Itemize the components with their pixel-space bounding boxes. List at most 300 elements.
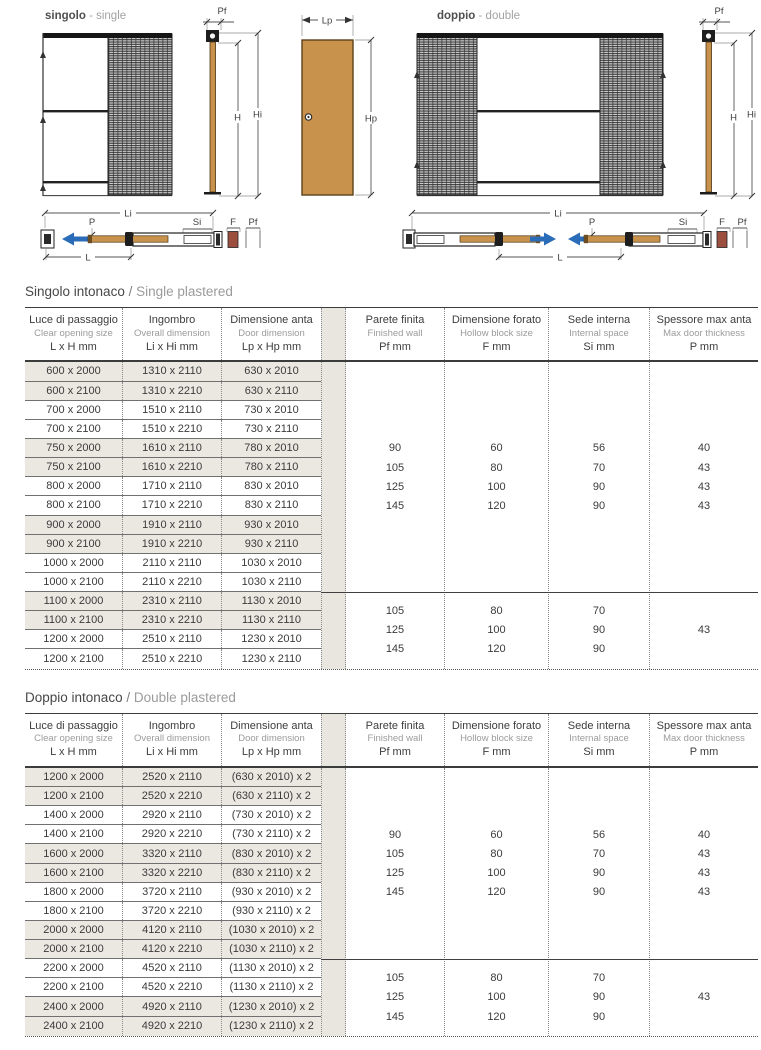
column-header-name: Luce di passaggio [29,314,118,326]
dimension-cell: 2920 x 2110 [122,806,221,824]
column-header-unit: L x H mm [50,340,97,353]
svg-text:Li: Li [124,208,132,220]
column-header-translation: Door dimension [238,733,305,745]
value-cell: 120 [487,1010,506,1023]
dimension-cell: 1710 x 2110 [122,477,221,495]
value-cell: 80 [490,972,503,985]
upper-value-group [445,362,548,592]
table-body-left [25,362,321,668]
value-cell: 70 [592,461,606,474]
table-row [25,649,321,668]
dimension-cell: 1130 x 2110 [221,611,321,629]
dimension-cell: 700 x 2000 [46,403,101,416]
header-spacer-band [321,714,346,766]
column-header-name: Dimensione forato [451,314,542,326]
upper-value-group [650,768,758,959]
dimension-cell: 800 x 2000 [46,480,101,493]
value-cell: 120 [487,886,506,899]
value-column-p [649,768,758,1036]
svg-text:P: P [588,217,596,228]
column-header [221,714,321,766]
table-row [25,978,321,997]
value-cell: 43 [697,624,711,637]
dimension-cell: 4920 x 2210 [122,1017,221,1036]
value-cell: 105 [385,605,405,618]
value-cell: 100 [487,480,506,493]
value-column-f [444,362,548,668]
value-column-si [548,768,649,1036]
svg-text:Pf: Pf [248,217,258,228]
svg-text:P: P [88,217,96,228]
column-header-translation: Max door thickness [663,327,745,339]
value-cell: 43 [697,461,711,474]
dimension-cell: 2310 x 2110 [122,592,221,610]
value-cell: 90 [592,886,606,899]
door-edge-profile [706,42,712,192]
dimension-cell: (630 x 2110) x 2 [221,787,321,805]
single-front-diagram [40,33,172,196]
table-row [25,921,321,940]
table-body-right [346,362,758,668]
value-cell: 43 [697,480,711,493]
dimension-cell: 1600 x 2000 [43,847,104,860]
spacer-band [321,362,346,668]
dimension-cell: 1230 x 2110 [221,649,321,668]
door-guide [125,232,133,246]
value-column-si [548,362,649,668]
dimension-cell: 1000 x 2000 [43,556,104,569]
dimension-cell: 2400 x 2100 [43,1020,104,1033]
column-header-translation: Max door thickness [663,733,745,745]
double-front-diagram [414,33,666,196]
lower-value-group [650,959,758,1036]
dimension-cell: 2110 x 2110 [122,554,221,572]
column-header-name: Spessore max anta [656,314,752,326]
dimension-cell: 1030 x 2110 [221,573,321,591]
dimension-cell: 4520 x 2110 [122,959,221,977]
value-cell: 80 [490,605,503,618]
table-row [25,401,321,420]
table-row [25,496,321,515]
value-cell: 40 [697,828,711,841]
column-header-translation: Overall dimension [133,733,211,745]
dimension-cell: 2110 x 2210 [122,573,221,591]
lower-value-group [549,592,649,669]
dimension-cell: 1910 x 2110 [122,516,221,534]
value-cell: 80 [490,847,503,860]
column-header [25,714,122,766]
column-header-name: Spessore max anta [656,719,752,732]
double-side-diagram [699,6,759,199]
column-header-unit: P mm [689,746,719,759]
column-header [548,714,649,766]
column-header [122,308,221,360]
dimension-cell: (1030 x 2110) x 2 [221,940,321,958]
dimension-cell: (930 x 2010) x 2 [221,883,321,901]
dimension-cell: 2310 x 2210 [122,611,221,629]
value-cell: 90 [592,867,606,880]
table-row [25,787,321,806]
single-plan-diagram [41,207,260,264]
value-cell: 43 [697,847,711,860]
svg-text:L: L [557,252,563,264]
dimension-cell: 730 x 2010 [221,401,321,419]
value-cell: 43 [697,886,711,899]
value-cell: 125 [385,867,405,880]
column-header-translation: Hollow block size [460,327,533,339]
upper-value-group [445,768,548,959]
dimension-cell: (1130 x 2110) x 2 [221,978,321,996]
dimension-cell: 1000 x 2100 [43,575,104,588]
dimension-cell: 1200 x 2000 [43,771,104,783]
table-title [25,284,736,300]
table-row [25,825,321,844]
svg-text:Lp: Lp [321,15,333,27]
table-row [25,959,321,978]
table-title [25,690,736,706]
column-header-unit: L x H mm [50,746,97,759]
group-separator-line [321,592,758,593]
column-header-name: Dimensione anta [230,719,313,732]
column-header-translation: Door dimension [238,327,305,339]
upper-value-group [346,768,444,959]
lower-value-group [346,592,444,669]
column-header-unit: F mm [482,340,511,353]
value-cell: 90 [592,499,606,512]
dimension-cell: 2400 x 2000 [43,1000,104,1013]
lower-value-group [346,959,444,1036]
column-header [649,308,758,360]
dimension-cell: 2510 x 2110 [122,630,221,648]
table-row [25,611,321,630]
table-row [25,630,321,649]
svg-text:Pf: Pf [737,217,747,228]
dimension-cell: 1910 x 2210 [122,535,221,553]
dimension-cell: (1230 x 2010) x 2 [221,997,321,1015]
table-row [25,516,321,535]
dimension-cell: 1200 x 2000 [43,633,104,646]
dimension-cell: 1310 x 2110 [122,362,221,380]
door-edge-profile [210,42,216,192]
dimension-cell: 900 x 2000 [46,518,101,531]
dimension-cell: 930 x 2010 [221,516,321,534]
value-cell: 43 [697,499,711,512]
column-header-translation: Internal space [569,733,629,745]
svg-text:F: F [230,217,236,228]
dimension-cell: 1710 x 2210 [122,496,221,514]
table-body-left [25,768,321,1036]
dimension-cell: 1030 x 2010 [221,554,321,572]
column-header-name: Parete finita [365,314,425,326]
table-row [25,477,321,496]
value-cell: 100 [487,867,506,880]
value-cell: 120 [487,643,506,656]
value-cell: 90 [388,442,402,455]
table-row [25,420,321,439]
dimension-cell: 750 x 2000 [46,442,101,454]
svg-text:Si: Si [678,217,688,228]
dimension-cell: 3720 x 2110 [122,883,221,901]
value-cell: 90 [592,480,606,493]
upper-value-group [650,362,758,592]
svg-text:L: L [85,252,91,264]
table-row [25,768,321,787]
table-row [25,439,321,458]
dimension-cell: 1130 x 2010 [221,592,321,610]
column-header-name: Ingombro [148,314,196,326]
single-side-diagram [203,6,265,199]
dimension-cell: 1800 x 2000 [43,885,104,898]
dimension-cell: 2000 x 2000 [43,924,104,936]
table-title-en: Single plastered [136,284,233,299]
lower-value-group [650,592,758,669]
dimension-cell: 1100 x 2000 [43,595,104,608]
value-cell: 90 [592,624,606,637]
table-title-separator: / [124,284,137,299]
pocket-door-diagrams [0,0,761,268]
dimension-cell: 730 x 2110 [221,420,321,438]
single-diagram-title: singolo - single [45,10,127,22]
dimension-cell: 1510 x 2110 [122,401,221,419]
dimension-cell: 2200 x 2000 [43,962,104,975]
value-cell: 105 [385,972,405,985]
dimension-cell: 1800 x 2100 [43,904,104,917]
column-header-translation: Overall dimension [133,327,211,339]
double-plan-diagram [403,207,747,264]
upper-value-group [346,362,444,592]
dimension-cell: 1230 x 2010 [221,630,321,648]
value-column-p [649,362,758,668]
table-title-it: Doppio intonaco [25,689,123,705]
slide-direction-arrow [62,233,88,246]
column-header-unit: Lp x Hp mm [241,340,302,353]
value-cell: 90 [388,828,402,841]
table-row [25,844,321,863]
column-header-unit: Li x Hi mm [146,340,198,353]
dimension-cell: 4120 x 2110 [122,921,221,939]
value-cell: 43 [697,867,711,880]
value-cell: 125 [385,480,405,493]
dimension-cell: 1600 x 2100 [43,866,104,879]
table-body [25,362,758,669]
column-header-name: Parete finita [365,719,425,732]
table-header [25,308,758,362]
column-header-name: Luce di passaggio [29,719,118,732]
lower-value-group [445,959,548,1036]
value-column-pf [346,362,444,668]
dimension-cell: 3320 x 2110 [122,844,221,862]
table-row [25,902,321,921]
table-row [25,592,321,611]
upper-value-group [549,362,649,592]
dimension-cell: 2510 x 2210 [122,649,221,668]
svg-text:Pf: Pf [714,6,724,17]
dimension-cell: 800 x 2100 [46,499,101,512]
column-header-translation: Finished wall [367,327,423,339]
dimension-cell: 2520 x 2210 [122,787,221,805]
value-column-pf [346,768,444,1036]
lower-value-group [549,959,649,1036]
column-header [444,714,548,766]
dimension-cell: 1610 x 2110 [122,439,221,457]
svg-text:H: H [234,112,241,124]
double-diagram-title: doppio - double [437,10,521,22]
column-header-translation: Finished wall [367,733,423,745]
column-header [122,714,221,766]
column-header [346,714,444,766]
upper-value-group [549,768,649,959]
pocket-mesh-right [600,34,663,195]
dimension-cell: 830 x 2110 [221,496,321,514]
column-header [25,308,122,360]
dimension-cell: (730 x 2110) x 2 [221,825,321,843]
column-header-unit: Si mm [583,340,615,353]
table-row [25,940,321,959]
dimension-cell: 1200 x 2100 [43,653,104,666]
value-cell: 105 [385,461,405,474]
dimension-cell: 700 x 2100 [46,422,101,435]
pocket-mesh-left [417,34,477,195]
svg-text:Hi: Hi [747,109,756,121]
pocket-mesh [108,34,172,195]
hollow-block [717,232,727,248]
dimension-cell: 1200 x 2100 [43,790,104,803]
svg-text:Pf: Pf [217,6,227,17]
value-column-f [444,768,548,1036]
internal-space [184,236,211,244]
column-header-translation: Hollow block size [460,733,533,745]
dimension-cell: 4920 x 2110 [122,997,221,1015]
dimension-cell: 2000 x 2100 [43,943,104,956]
dimension-cell: 2200 x 2100 [43,981,104,994]
dimension-cell: 1510 x 2210 [122,420,221,438]
dimension-cell: 1610 x 2210 [122,458,221,476]
value-cell: 60 [490,442,503,455]
spec-grid [25,713,758,1037]
column-header-unit: Si mm [583,746,615,759]
dimension-cell: 930 x 2110 [221,535,321,553]
value-cell: 60 [490,828,503,841]
dimension-cell: 900 x 2100 [46,537,101,550]
value-cell: 90 [592,643,606,656]
column-header-name: Dimensione anta [230,314,313,326]
value-cell: 120 [487,499,506,512]
value-cell: 105 [385,847,405,860]
column-header-translation: Clear opening size [34,327,113,339]
value-cell: 145 [385,643,405,656]
dimension-cell: 830 x 2010 [221,477,321,495]
dimension-cell: (1230 x 2110) x 2 [221,1017,321,1036]
table-row [25,864,321,883]
dimension-cell: (1130 x 2010) x 2 [221,959,321,977]
spec-grid [25,307,758,670]
column-header-unit: Pf mm [379,340,411,353]
dimension-cell: (930 x 2110) x 2 [221,902,321,920]
table-row [25,554,321,573]
svg-text:F: F [719,217,725,228]
dimension-cell: 600 x 2000 [46,365,101,378]
column-header [649,714,758,766]
value-cell: 56 [592,442,606,455]
column-header-translation: Clear opening size [34,733,113,745]
column-header-translation: Internal space [569,327,629,339]
value-cell: 145 [385,1010,405,1023]
column-header [444,308,548,360]
value-cell: 145 [385,499,405,512]
table-row [25,458,321,477]
dimension-cell: 4120 x 2210 [122,940,221,958]
value-cell: 70 [592,605,606,618]
dimension-cell: 1400 x 2100 [43,828,104,841]
table-title-it: Singolo intonaco [25,284,125,299]
column-header [346,308,444,360]
dimension-cell: 2920 x 2210 [122,825,221,843]
column-header-name: Sede interna [567,719,631,732]
dimension-cell: 1310 x 2210 [122,382,221,400]
table-body [25,768,758,1037]
svg-text:Li: Li [554,208,562,220]
table-title-en: Double plastered [133,689,236,705]
dimension-cell: 3320 x 2210 [122,864,221,882]
dimension-cell: 3720 x 2210 [122,902,221,920]
dimension-cell: (730 x 2010) x 2 [221,806,321,824]
value-cell: 43 [697,991,711,1004]
value-cell: 125 [385,624,405,637]
column-header-unit: Pf mm [379,746,411,759]
table-row [25,1017,321,1036]
column-header-unit: P mm [689,340,719,353]
header-spacer-band [321,308,346,360]
spacer-band [321,768,346,1036]
dimension-cell: 2520 x 2110 [122,768,221,786]
value-cell: 100 [487,624,506,637]
sliding-door-right-plan [584,236,660,242]
table-row [25,362,321,381]
svg-text:Si: Si [192,217,202,228]
column-header-name: Ingombro [148,719,196,732]
value-cell: 70 [592,972,606,985]
dimension-cell: 750 x 2100 [46,461,101,474]
value-cell: 90 [592,1010,606,1023]
svg-text:Hi: Hi [253,109,262,121]
svg-text:H: H [730,112,737,124]
group-separator-line [321,959,758,960]
dimension-cell: (830 x 2010) x 2 [221,844,321,862]
column-header-name: Sede interna [567,314,631,326]
value-cell: 125 [385,991,405,1004]
table-row [25,997,321,1016]
table-row [25,535,321,554]
table-row [25,382,321,401]
dimension-cell: 1400 x 2000 [43,809,104,822]
dimension-cell: (630 x 2010) x 2 [221,768,321,786]
column-header-name: Dimensione forato [451,719,542,732]
value-cell: 40 [697,442,711,455]
value-cell: 70 [592,847,606,860]
single-plastered-table [25,284,752,670]
dimension-cell: 600 x 2100 [46,384,101,397]
dimension-cell: 780 x 2110 [221,458,321,476]
door-panel-diagram [302,15,380,198]
table-body-right [346,768,758,1036]
table-row [25,573,321,592]
value-cell: 80 [490,461,503,474]
value-cell: 100 [487,991,506,1004]
value-cell: 90 [592,991,606,1004]
dimension-cell: 4520 x 2210 [122,978,221,996]
slide-direction-arrow [530,233,556,246]
table-row [25,806,321,825]
